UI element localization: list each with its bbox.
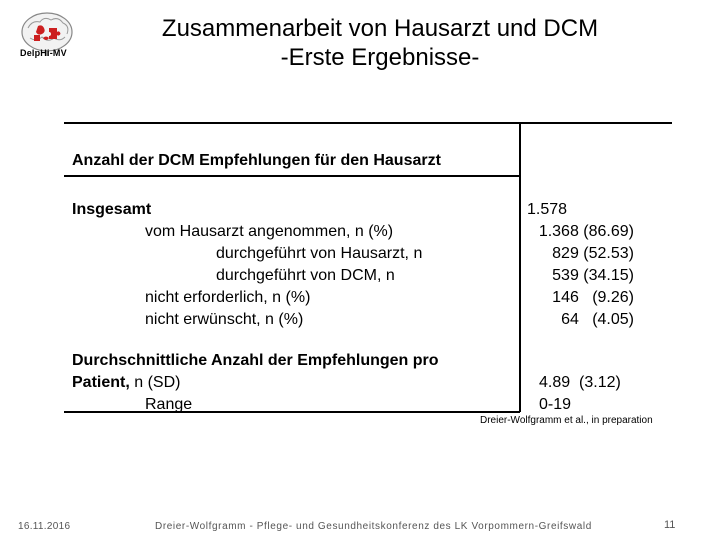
page-number: 11 [664,519,676,531]
row-label-average-line-1: Durchschnittliche Anzahl der Empfehlungen pro [72,352,439,369]
average-sd-label: n (SD) [129,374,181,391]
citation: Dreier-Wolfgramm et al., in preparation [480,415,653,426]
table-header: Anzahl der DCM Empfehlungen für den Hausarzt [72,152,441,169]
average-patient-label: Patient, [72,374,130,391]
value-angenommen: 1.368 (86.69) [538,223,634,240]
value-range: 0-19 [539,396,572,413]
footer-text: Dreier-Wolfgramm - Pflege- und Gesundheitskonferenz des LK Vorpommern-Greifswald [155,521,592,532]
row-label-nicht-erwuenscht: nicht erwünscht, n (%) [145,311,304,328]
value-nicht-erforderlich: 146 (9.26) [552,289,634,306]
row-label-average-line-2 [72,372,180,394]
row-label-nicht-erforderlich: nicht erforderlich, n (%) [145,289,311,306]
row-label-range: Range [145,396,193,413]
title-line-1: Zusammenarbeit von Hausarzt und DCM [161,15,599,42]
title-line-2: -Erste Ergebnisse- [280,44,480,71]
slide-title [100,14,660,72]
row-label-durchgefuehrt-dcm: durchgeführt von DCM, n [216,267,395,284]
logo-text: DelpHi-MV [20,48,67,58]
row-label-insgesamt: Insgesamt [72,201,152,218]
table-header-rule [64,175,520,177]
value-nicht-erwuenscht: 64 (4.05) [561,311,634,328]
table-top-rule [64,122,672,124]
row-label-durchgefuehrt-hausarzt: durchgeführt von Hausarzt, n [216,245,423,262]
value-insgesamt: 1.578 [527,201,568,218]
table-bottom-rule [64,411,520,413]
value-durchgefuehrt-dcm: 539 (34.15) [552,267,634,284]
row-label-angenommen: vom Hausarzt angenommen, n (%) [145,223,394,240]
value-durchgefuehrt-hausarzt: 829 (52.53) [552,245,634,262]
footer-date: 16.11.2016 [18,521,71,532]
table-column-divider [519,122,521,412]
value-average: 4.89 (3.12) [539,374,621,391]
